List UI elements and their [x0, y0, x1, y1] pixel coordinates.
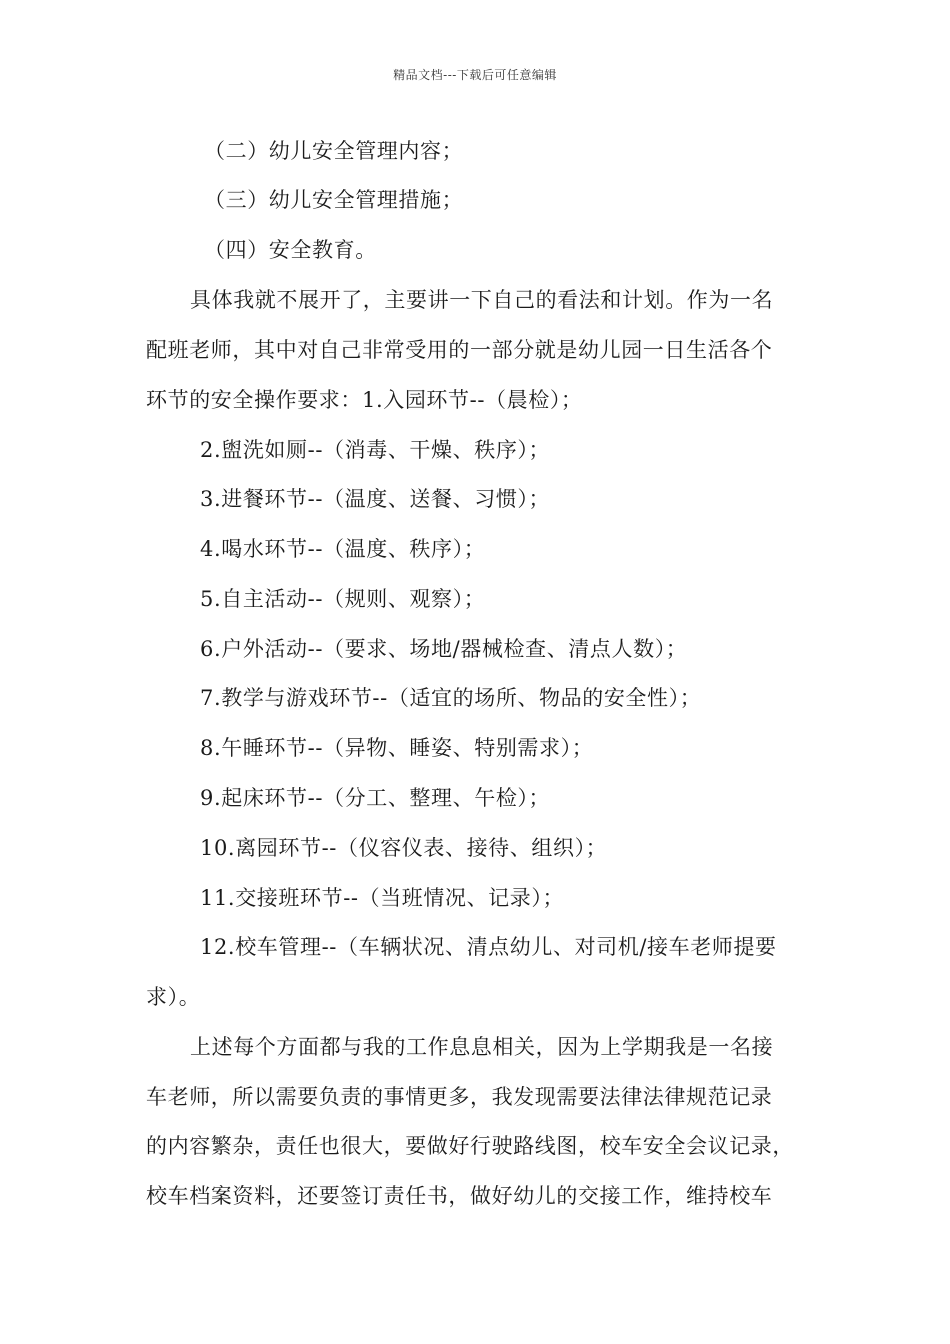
- text-line: 具体我就不展开了，主要讲一下自己的看法和计划。作为一名: [190, 288, 774, 312]
- text-line: 车老师，所以需要负责的事情更多，我发现需要法律法律规范记录: [146, 1085, 773, 1109]
- text-line: 3.进餐环节--（温度、送餐、习惯）；: [200, 487, 551, 511]
- text-line: （二）幼儿安全管理内容；: [204, 139, 464, 163]
- text-line: 8.午睡环节--（异物、睡姿、特别需求）；: [200, 736, 594, 760]
- text-line: 11.交接班环节--（当班情况、记录）；: [200, 886, 565, 910]
- text-line: 10.离园环节--（仪容仪表、接待、组织）；: [200, 836, 608, 860]
- text-line: 7.教学与游戏环节--（适宜的场所、物品的安全性）；: [200, 686, 702, 710]
- page-header: 精品文档---下载后可任意编辑: [393, 68, 557, 82]
- text-line: 环节的安全操作要求：1.入园环节--（晨检）；: [146, 388, 583, 412]
- text-line: （三）幼儿安全管理措施；: [204, 188, 464, 212]
- text-line: （四）安全教育。: [204, 238, 377, 262]
- text-line: 6.户外活动--（要求、场地/器械检查、清点人数）；: [200, 637, 688, 661]
- text-line: 配班老师，其中对自己非常受用的一部分就是幼儿园一日生活各个: [146, 338, 773, 362]
- text-line: 9.起床环节--（分工、整理、午检）；: [200, 786, 551, 810]
- text-line: 12.校车管理--（车辆状况、清点幼儿、对司机/接车老师提要: [200, 935, 777, 959]
- text-line: 求）。: [146, 985, 201, 1009]
- text-line: 校车档案资料，还要签订责任书，做好幼儿的交接工作，维持校车: [146, 1184, 773, 1208]
- text-line: 的内容繁杂，责任也很大，要做好行驶路线图，校车安全会议记录，: [146, 1134, 794, 1158]
- text-line: 5.自主活动--（规则、观察）；: [200, 587, 486, 611]
- text-line: 上述每个方面都与我的工作息息相关，因为上学期我是一名接: [190, 1035, 774, 1059]
- text-line: 2.盥洗如厕--（消毒、干燥、秩序）；: [200, 438, 551, 462]
- text-line: 4.喝水环节--（温度、秩序）；: [200, 537, 486, 561]
